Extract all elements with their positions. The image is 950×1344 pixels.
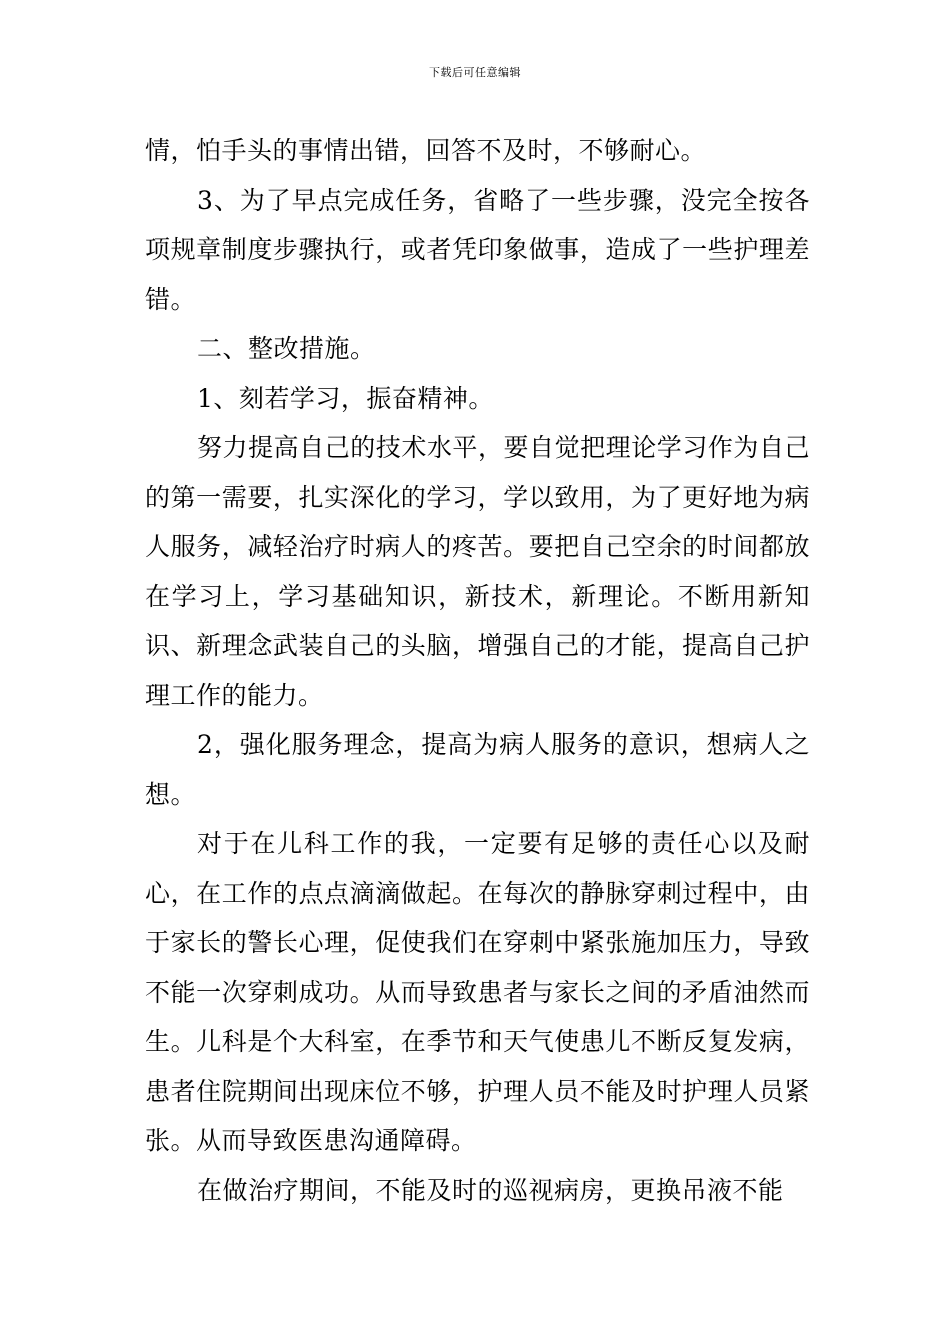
paragraph-treatment: 在做治疗期间，不能及时的巡视病房，更换吊液不能 xyxy=(197,1175,784,1205)
paragraph-pediatrics: 对于在儿科工作的我，一定要有足够的责任心以及耐心，在工作的点点滴滴做起。在每次的静脉穿刺过程中，由于家长的警长心理，促使我们在穿刺中紧张施加压力，导致不能一次穿刺成功。从而导致患者与家长之间的矛盾油然而生。儿科是个大科室，在季节和天气使患儿不断反复发病，患者住院期间出现床位不够，护理人员不能及时护理人员紧张。从而导致医患沟通障碍。 xyxy=(145,829,810,1155)
paragraph-continuation: 情，怕手头的事情出错，回答不及时，不够耐心。 xyxy=(145,136,707,165)
paragraph-study: 努力提高自己的技术水平，要自觉把理论学习作为自己的第一需要，扎实深化的学习，学以致用，为了更好地为病人服务，减轻治疗时病人的疼苦。要把自己空余的时间都放在学习上，学习基础知识，新技术，新理论。不断用新知识、新理念武装自己的头脑，增强自己的才能，提高自己护理工作的能力。 xyxy=(145,433,810,710)
page-header-note: 下载后可任意编辑 xyxy=(429,66,521,79)
subheading-study: 1、刻若学习，振奋精神。 xyxy=(197,383,494,413)
paragraph-item-3: 3、为了早点完成任务，省略了一些步骤，没完全按各项规章制度步骤执行，或者凭印象做事，造成了一些护理差错。 xyxy=(145,185,810,314)
document-body xyxy=(145,126,810,1215)
subheading-service: 2，强化服务理念，提高为病人服务的意识，想病人之想。 xyxy=(145,730,810,809)
section-heading-rectification: 二、整改措施。 xyxy=(197,334,376,363)
